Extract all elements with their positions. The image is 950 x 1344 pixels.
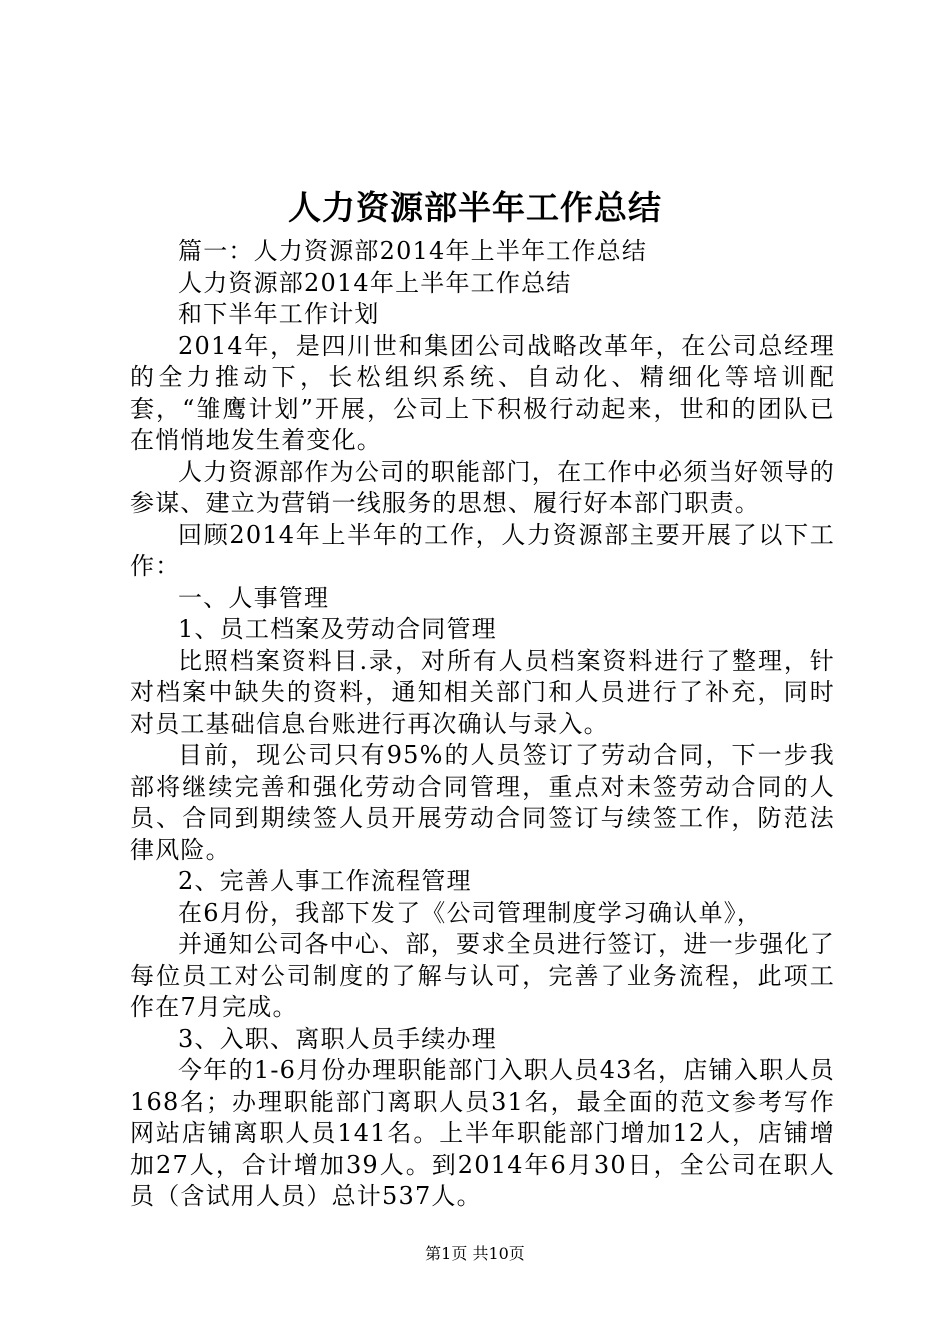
paragraph: 2014年，是四川世和集团公司战略改革年，在公司总经理的全力推动下，长松组织系统、自动化、精细化等培训配套，“雏鹰计划”开展，公司上下积极行动起来，世和的团队已在悄悄地发生着变化。: [130, 331, 835, 454]
paragraph: 人力资源部作为公司的职能部门，在工作中必须当好领导的参谋、建立为营销一线服务的思想、履行好本部门职责。: [130, 457, 835, 517]
paragraph: 人力资源部2014年上半年工作总结: [178, 268, 572, 297]
document-title: 人力资源部半年工作总结: [288, 188, 662, 227]
paragraph: 回顾2014年上半年的工作，人力资源部主要开展了以下工作：: [130, 520, 835, 580]
subsection-heading: 3、入职、离职人员手续办理: [178, 1024, 497, 1053]
paragraph: 篇一：人力资源部2014年上半年工作总结: [178, 237, 648, 265]
document-body: [130, 236, 835, 1213]
section-heading: 一、人事管理: [178, 583, 330, 612]
paragraph: 在6月份，我部下发了《公司管理制度学习确认单》，: [178, 898, 763, 927]
paragraph: 目前，现公司只有95%的人员签订了劳动合同，下一步我部将继续完善和强化劳动合同管理，重点对未签劳动合同的人员、合同到期续签人员开展劳动合同签订与续签工作，防范法律风险。: [130, 741, 835, 864]
paragraph: 并通知公司各中心、部，要求全员进行签订，进一步强化了每位员工对公司制度的了解与认可，完善了业务流程，此项工作在7月完成。: [130, 930, 835, 1021]
paragraph: 和下半年工作计划: [178, 300, 380, 328]
paragraph: 今年的1-6月份办理职能部门入职人员43名，店铺入职人员168名；办理职能部门离职人员31名，最全面的范文参考写作网站店铺离职人员141名。上半年职能部门增加12人，店铺增加27人，合计增加39人。到2014年6月30日，全公司在职人员（含试用人员）总计537人。: [130, 1056, 835, 1210]
page-number: 第1页 共10页: [425, 1244, 525, 1263]
subsection-heading: 2、完善人事工作流程管理: [178, 867, 472, 895]
subsection-heading: 1、员工档案及劳动合同管理: [178, 615, 497, 643]
paragraph: 比照档案资料目.录，对所有人员档案资料进行了整理，针对档案中缺失的资料，通知相关部门和人员进行了补充，同时对员工基础信息台账进行再次确认与录入。: [130, 646, 835, 738]
